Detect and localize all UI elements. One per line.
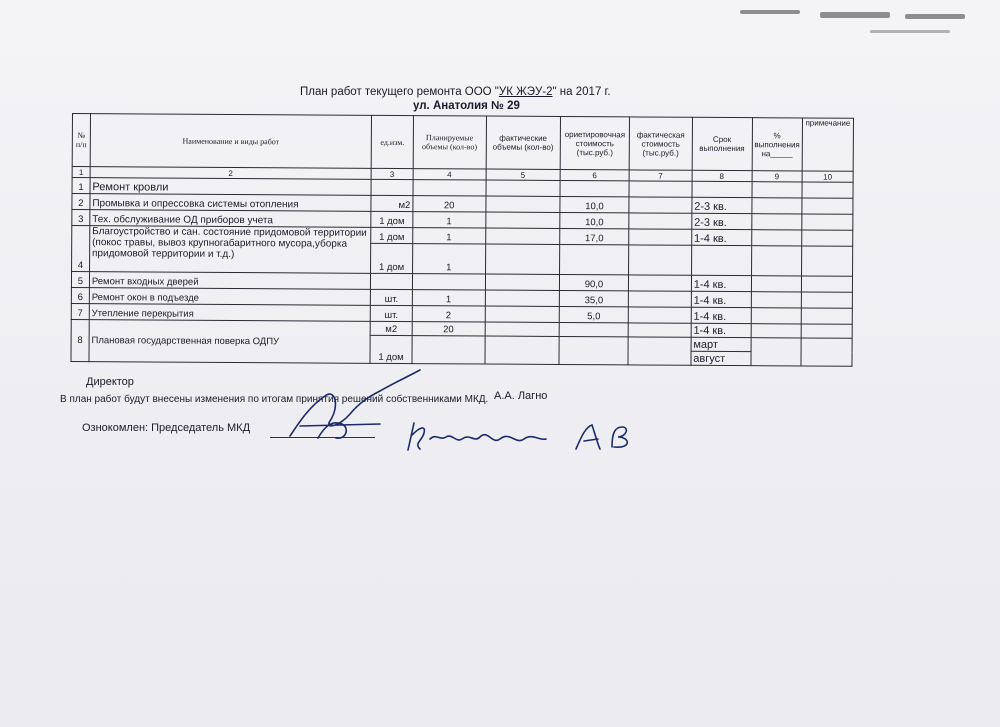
row-term: 1-4 кв. xyxy=(691,229,751,245)
col-header-est-cost: ориетировочная стоимость (тыс.руб.) xyxy=(560,116,629,169)
column-number: 2 xyxy=(90,167,371,180)
row-term: 1-4 кв. xyxy=(691,291,751,307)
col-header-percent: % выполнения на_____ xyxy=(752,118,803,171)
row-unit: 1 дом xyxy=(371,227,413,243)
row-num: 8 xyxy=(71,319,89,361)
header-row xyxy=(72,114,853,172)
column-number: 1 xyxy=(72,167,90,178)
row-term: 2-3 кв. xyxy=(692,197,752,213)
row-term: 1-4 кв. xyxy=(691,275,751,291)
column-number: 10 xyxy=(802,171,853,182)
column-number: 9 xyxy=(752,171,802,182)
notice-text: В план работ будут внесены изменения по итогам принятия решений собственниками МКД. xyxy=(60,394,489,405)
row-term: март xyxy=(691,337,751,351)
row-planned: 20 xyxy=(412,322,485,336)
work-plan-table xyxy=(70,113,854,367)
row-cost: 10,0 xyxy=(560,212,629,228)
row-name: Ремонт кровли xyxy=(90,178,371,196)
row-name: Ремонт входных дверей xyxy=(89,272,370,290)
title-suffix: " на 2017 г. xyxy=(552,86,611,98)
col-header-name: Наименование и виды работ xyxy=(90,114,372,169)
row-term: 1-4 кв. xyxy=(691,307,751,323)
row-unit: шт. xyxy=(370,305,412,321)
scan-artifact xyxy=(870,30,950,33)
row-name: Ремонт окон в подъезде xyxy=(89,288,370,306)
row-term: 1-4 кв. xyxy=(691,323,751,337)
row-unit: 1 дом xyxy=(371,211,413,227)
row-num: 5 xyxy=(71,272,89,288)
column-number: 4 xyxy=(413,169,486,180)
document-title xyxy=(300,86,611,98)
row-unit: шт. xyxy=(371,289,413,305)
row-num: 2 xyxy=(72,194,90,210)
row-term-2: август xyxy=(691,351,751,365)
director-name: А.А. Лагно xyxy=(494,390,548,402)
row-cost: 10,0 xyxy=(560,196,629,212)
row-planned: 1 xyxy=(413,212,486,228)
chairman-signature xyxy=(400,415,660,460)
row-unit: 1 дом xyxy=(371,243,413,273)
scan-artifact xyxy=(905,14,965,19)
row-cost: 35,0 xyxy=(559,290,628,306)
row-planned: 2 xyxy=(412,306,485,322)
column-number: 3 xyxy=(371,168,413,179)
row-unit: м2 xyxy=(371,195,413,211)
row-name: Утепление перекрытия xyxy=(89,304,370,322)
column-number: 8 xyxy=(692,170,752,181)
row-planned: 1 xyxy=(412,244,485,274)
director-label: Директор xyxy=(86,376,134,388)
row-planned: 1 xyxy=(412,290,485,306)
column-number: 7 xyxy=(629,170,692,181)
address-heading: ул. Анатолия № 29 xyxy=(413,100,520,112)
column-number: 6 xyxy=(560,169,629,180)
title-prefix: План работ текущего ремонта ООО " xyxy=(300,86,499,98)
row-unit: 1 дом xyxy=(370,335,412,363)
col-header-num: № п/п xyxy=(72,114,90,167)
row-name: Благоустройство и сан. состояние придомовой территории (покос травы, вывоз крупногабаритного мусора,уборка придомовой территории и т.д.) xyxy=(89,226,371,274)
row-cost: 5,0 xyxy=(559,306,628,322)
row-num: 3 xyxy=(72,210,90,226)
scan-artifact xyxy=(740,10,800,14)
row-name: Тех. обслуживание ОД приборов учета xyxy=(90,210,371,228)
row-num: 7 xyxy=(71,303,89,319)
row-name: Плановая государственная поверка ОДПУ xyxy=(89,320,371,364)
acquainted-label: Ознокомлен: Председатель МКД xyxy=(82,422,251,434)
row-num: 4 xyxy=(72,226,90,272)
scan-artifact xyxy=(820,12,890,18)
row-planned: 20 xyxy=(413,196,486,212)
col-header-term: Срок выполнения xyxy=(692,117,752,170)
column-number: 5 xyxy=(486,169,561,180)
company-name: УК ЖЭУ-2 xyxy=(498,86,553,98)
col-header-note: примечание xyxy=(802,118,853,171)
row-planned: 1 xyxy=(413,228,486,244)
row-term: 2-3 кв. xyxy=(692,213,752,229)
row-unit: м2 xyxy=(370,321,412,335)
col-header-actual-cost: фактическая стоимость (тыс.руб.) xyxy=(629,117,692,170)
row-name: Промывка и опрессовка системы отопления xyxy=(90,194,371,212)
row-cost: 90,0 xyxy=(559,274,628,290)
col-header-unit: ед.изм. xyxy=(371,115,413,168)
col-header-actual-volume: фактические объемы (кол-во) xyxy=(486,116,561,169)
col-header-planned: Планируемые объемы (кол-во) xyxy=(413,116,486,169)
row-num: 6 xyxy=(71,287,89,303)
row-cost: 17,0 xyxy=(560,228,629,244)
row-num: 1 xyxy=(72,178,90,194)
